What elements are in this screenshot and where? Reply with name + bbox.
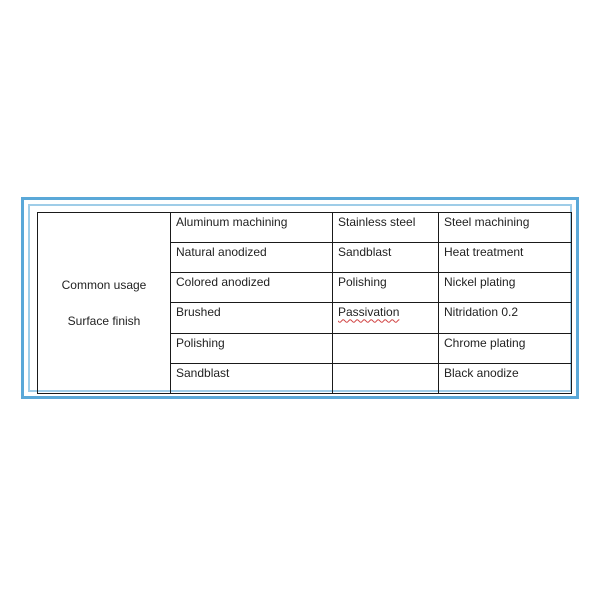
table-frame-outer	[21, 197, 579, 399]
table-cell: Sandblast	[333, 243, 439, 273]
table-cell: Aluminum machining	[171, 213, 333, 243]
table-cell: Heat treatment	[439, 243, 572, 273]
table-cell: Chrome plating	[439, 333, 572, 363]
table-cell: Sandblast	[171, 363, 333, 393]
passivation-text: Passivation	[338, 305, 400, 320]
table-cell: Polishing	[333, 273, 439, 303]
table-cell: Nitridation 0.2	[439, 303, 572, 333]
table-cell: Stainless steel	[333, 213, 439, 243]
table-cell: Brushed	[171, 303, 333, 333]
table-cell	[333, 333, 439, 363]
table-cell: Polishing	[171, 333, 333, 363]
table-cell	[333, 303, 439, 333]
row-header-cell	[38, 213, 171, 394]
surface-finish-table	[37, 212, 572, 394]
table-cell: Nickel plating	[439, 273, 572, 303]
common-usage-label: Common usage	[61, 278, 147, 292]
table-cell	[333, 363, 439, 393]
table-cell: Colored anodized	[171, 273, 333, 303]
table-frame-inner	[28, 204, 572, 392]
table-cell: Natural anodized	[171, 243, 333, 273]
table-row	[38, 213, 572, 243]
table-cell: Steel machining	[439, 213, 572, 243]
table-cell: Black anodize	[439, 363, 572, 393]
surface-finish-label: Surface finish	[67, 314, 141, 328]
